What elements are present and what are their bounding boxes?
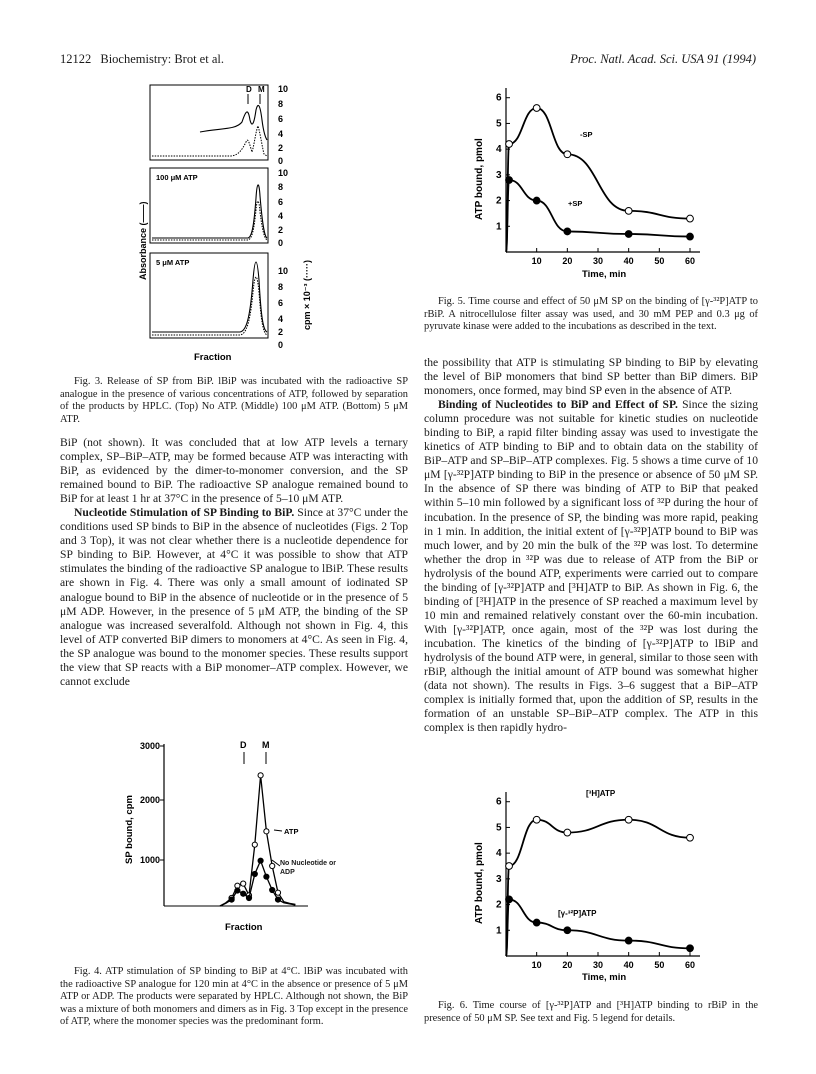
fig4-point-none-6 (246, 895, 251, 900)
fig6-xtick-50: 50 (654, 960, 665, 970)
fig3-top-tick-0: 0 (278, 156, 284, 166)
fig3-caption-text: Release of SP from BiP. lBiP was incubated with the radioactive SP analogue in the presence of various concentrations of ATP, followed by separation of the products by HPLC. (Top) No ATP. (Middle) 100 μM ATP. (Bottom) 5 μM ATP. (60, 376, 408, 425)
fig4-point-none-3 (229, 897, 234, 902)
fig3-caption (60, 376, 408, 426)
fig5-ytick-4: 4 (496, 144, 502, 156)
right-paragraph-2: Since the sizing column procedure was not suitable for kinetic studies on nucleotide binding to BiP, a rapid filter binding assay was used to investigate the kinetics of ATP binding to BiP and to obtain data on the stability of BiP–ATP and SP–BiP–ATP complexes. Fig. 5 shows a time curve of 10 μM [γ-³²P]ATP binding to BiP in the presence or absence of 50 μM SP. In the absence of SP there was binding of ATP to BiP that peaked within 5–10 min followed by a significant loss of ³²P during the hour of incubation. In the presence of SP, the binding was more rapid, peaking in 1 min. In addition, the initial extent of [γ-³²P]ATP bound to BiP was much lower, and by 20 min the bulk of the ³²P was lost. To determine whether the drop in ³²P was due to release of ATP from the BiP or hydrolysis of the bound ATP, experiments were carried out to compare the binding of [γ-³²P]ATP and [³H]ATP to BiP. As shown in Fig. 6, the binding of [³H]ATP in the presence of SP reached a maximum level by 10 min and remained relatively constant over the 60-min incubation. With [γ-³²P]ATP, once again, most of the ³²P was lost during the incubation. The kinetics of the binding of [γ-³²P]ATP to lBiP and hydrolysis of the bound ATP were, in general, similar to those seen with rBiP, although the initial amount of ATP bound was somewhat higher (data not shown). The results in Figs. 3–6 suggest that a BiP–ATP complex is initially formed that, upon the addition of SP, results in the formation of an unstable SP–BiP–ATP complex. The ATP in this complex is then rapidly hydro- (424, 398, 758, 735)
left-column-text (60, 436, 408, 689)
fig3-mid-tick-2: 2 (278, 225, 284, 235)
fig6-xtick-30: 30 (592, 960, 604, 970)
fig3-bot-tick-0: 0 (278, 340, 284, 350)
fig6-point-h3-atp-20 (564, 829, 571, 836)
left-paragraph-1: BiP (not shown). It was concluded that at low ATP levels a ternary complex, SP–BiP–ATP, may be formed because ATP was interacting with BiP, as evidenced by the dimer-to-monomer conversion, and the SP remained bound to BiP. The radioactive SP analogue remained bound to BiP for at least 1 hr at 37°C in the presence of 5–10 μM ATP. (60, 436, 408, 506)
fig6-xtick-20: 20 (562, 960, 573, 970)
right-paragraph-1: the possibility that ATP is stimulating SP binding to BiP by elevating the level of BiP monomers that bind SP better than BiP dimers. BiP monomers, once formed, may bind SP even in the absence of ATP. (424, 356, 758, 398)
fig3-bottom-label: 5 μM ATP (156, 258, 190, 267)
fig5-xtick-40: 40 (623, 256, 634, 266)
fig4-peak-label-m: M (262, 740, 270, 750)
fig6-point-h3-atp-60 (687, 834, 694, 841)
fig3-mid-tick-10: 10 (278, 168, 289, 178)
fig5-point-plus-sp-10 (533, 197, 540, 204)
fig4-point-none-8 (258, 858, 263, 863)
fig6-curve-p32-atp (506, 899, 690, 956)
fig4-point-atp-9 (264, 829, 269, 834)
fig3-mid-tick-4: 4 (278, 211, 284, 221)
fig5-plot-area (506, 105, 694, 252)
fig6-point-p32-atp-20 (564, 927, 571, 934)
fig6-ytick-4: 4 (496, 848, 502, 860)
fig5-point-minus-sp-10 (533, 105, 540, 112)
journal-title-right: Proc. Natl. Acad. Sci. USA 91 (1994) (570, 52, 756, 66)
fig4-point-none-5 (241, 891, 246, 896)
fig3-middle-cpm-trace (152, 201, 267, 240)
fig4-x-label: Fraction (225, 922, 263, 933)
fig4-point-none-4 (235, 888, 240, 893)
fig4-label-atp: ATP (284, 827, 299, 836)
page-number: 12122 (60, 52, 92, 66)
fig3-left-axis-label: Absorbance (——) (138, 201, 148, 280)
fig3-bot-tick-8: 8 (278, 282, 284, 292)
fig6-point-p32-atp-10 (533, 919, 540, 926)
fig6-label-h3-atp: [³H]ATP (586, 789, 616, 798)
fig5-curve-minus-sp (506, 108, 690, 252)
fig5-point-minus-sp-1 (506, 141, 513, 148)
fig4-plot-area (220, 773, 295, 906)
fig5-point-minus-sp-20 (564, 151, 571, 158)
fig3-peak-label-d: D (246, 85, 252, 94)
fig4-point-none-9 (264, 874, 269, 879)
fig3-mid-tick-6: 6 (278, 197, 284, 207)
section-heading-nucleotide-stimulation: Nucleotide Stimulation of SP Binding to BiP. (74, 506, 295, 520)
fig6-ytick-1: 1 (496, 925, 502, 937)
fig5-ytick-6: 6 (496, 92, 502, 104)
fig5-point-plus-sp-20 (564, 228, 571, 235)
fig6-y-label: ATP bound, pmol (474, 842, 485, 924)
figure-4 (120, 734, 350, 936)
fig4-point-none-10 (270, 887, 275, 892)
fig4-point-atp-7 (252, 842, 257, 847)
fig4-caption-head: Fig. 4. (74, 966, 102, 977)
fig5-point-plus-sp-60 (687, 233, 694, 240)
fig3-caption-head: Fig. 3. (74, 376, 103, 387)
fig6-x-label: Time, min (582, 972, 627, 983)
fig6-point-p32-atp-40 (625, 937, 632, 944)
fig3-top-tick-6: 6 (278, 114, 284, 124)
fig4-point-atp-10 (270, 863, 275, 868)
fig5-xtick-30: 30 (592, 256, 604, 266)
fig5-caption-head: Fig. 5. (438, 296, 466, 307)
fig4-leader-atp (274, 830, 282, 831)
fig3-top-tick-4: 4 (278, 129, 284, 139)
fig3-bot-tick-4: 4 (278, 314, 284, 324)
fig5-ytick-1: 1 (496, 221, 502, 233)
fig4-peak-label-d: D (240, 740, 247, 750)
fig6-label-p32-atp: [γ-³²P]ATP (558, 909, 597, 918)
fig4-label-no-nucleotide: No Nucleotide or ADP (280, 860, 337, 876)
fig6-ytick-6: 6 (496, 796, 502, 808)
fig4-point-none-11 (275, 897, 280, 902)
fig5-xtick-50: 50 (654, 256, 665, 266)
fig4-point-none-7 (252, 871, 257, 876)
fig3-bottom-cpm-trace (152, 277, 267, 335)
fig6-ytick-5: 5 (496, 822, 502, 834)
fig5-xtick-10: 10 (531, 256, 542, 266)
fig3-top-tick-8: 8 (278, 99, 284, 109)
fig3-bottom-absorbance-trace (152, 262, 267, 332)
fig5-caption (424, 296, 758, 334)
fig6-point-h3-atp-40 (625, 816, 632, 823)
left-paragraph-2: Since at 37°C under the conditions used SP binds to BiP in the absence of nucleotides (Figs. 2 Top and 3 Top), it was not clear whether there is a nucleotide dependence for SP binding to BiP. However, at 4°C it was possible to show that ATP stimulates the binding of the radioactive SP analogue to lBiP. These results are shown in Fig. 4. There was only a small amount of iodinated SP analogue bound to BiP in the absence of nucleotide or in the presence of 5 μM ADP. However, in the presence of 5 μM ATP, the binding of the SP analogue was increased severalfold. Although not shown in Fig. 4, this level of ATP converted BiP dimers to monomers at 4°C. As seen in Fig. 4, the SP analogue was bound to the monomer species. These results support the view that SP reacts with a BiP monomer–ATP complex. However, we cannot exclude (60, 506, 408, 688)
fig4-caption (60, 966, 408, 1029)
fig4-point-atp-5 (241, 881, 246, 886)
journal-title-left: Biochemistry: Brot et al. (100, 52, 224, 66)
fig5-ytick-2: 2 (496, 195, 502, 207)
figure-5 (470, 80, 710, 280)
fig4-caption-text: ATP stimulation of SP binding to BiP at 4°C. lBiP was incubated with the radioactive SP analogue for 120 min at 4°C in the absence or presence of 5 μM ATP or ADP. The products were separated by HPLC. Although not shown, the BiP was a mixture of both monomers and dimers as in Fig. 3 Top except in the presence of ATP, where the monomer species was the predominant form. (60, 966, 408, 1028)
fig5-ytick-3: 3 (496, 169, 502, 181)
fig3-bot-tick-2: 2 (278, 327, 284, 337)
fig6-point-h3-atp-10 (533, 816, 540, 823)
fig6-point-p32-atp-60 (687, 945, 694, 952)
fig5-point-minus-sp-60 (687, 215, 694, 222)
fig3-bot-tick-6: 6 (278, 298, 284, 308)
fig5-point-plus-sp-40 (625, 231, 632, 238)
fig6-caption-head: Fig. 6. (438, 1000, 468, 1011)
fig5-x-label: Time, min (582, 269, 627, 280)
fig5-label-plus-sp: +SP (568, 199, 583, 208)
fig5-point-plus-sp-1 (506, 177, 513, 184)
fig4-ytick-2000: 2000 (139, 795, 160, 805)
fig3-right-axis-label: cpm × 10⁻³ (·····) (302, 259, 312, 330)
fig6-caption-text: Time course of [γ-³²P]ATP and [³H]ATP binding to rBiP in the presence of 50 μM SP. See text and Fig. 5 legend for details. (424, 1000, 759, 1024)
fig4-curve-atp (220, 775, 295, 906)
fig4-point-atp-11 (275, 890, 280, 895)
fig5-xtick-20: 20 (562, 256, 573, 266)
fig6-ytick-3: 3 (496, 873, 502, 885)
figure-3 (140, 80, 320, 362)
fig5-label-minus-sp: -SP (580, 130, 593, 139)
fig5-point-minus-sp-40 (625, 207, 632, 214)
section-heading-nucleotide-binding: Binding of Nucleotides to BiP and Effect of SP. (438, 398, 678, 412)
fig3-top-tick-10: 10 (278, 84, 289, 94)
fig3-x-label: Fraction (194, 352, 232, 363)
fig5-xtick-60: 60 (684, 256, 696, 266)
right-column-text (424, 356, 758, 735)
fig5-y-label: ATP bound, pmol (474, 138, 485, 220)
fig3-top-tick-2: 2 (278, 143, 284, 153)
fig3-bot-tick-10: 10 (278, 266, 289, 276)
fig3-mid-tick-8: 8 (278, 182, 284, 192)
fig3-top-absorbance-trace (200, 105, 267, 140)
fig4-ytick-1000: 1000 (139, 855, 160, 865)
fig3-middle-absorbance-trace (152, 185, 267, 238)
fig3-middle-label: 100 μM ATP (156, 173, 198, 182)
running-header-left (60, 52, 224, 67)
fig6-point-h3-atp-1 (506, 863, 513, 870)
fig4-y-label: SP bound, cpm (124, 795, 135, 864)
fig6-xtick-60: 60 (684, 960, 696, 970)
fig6-caption (424, 1000, 758, 1025)
fig5-caption-text: Time course and effect of 50 μM SP on the binding of [γ-³²P]ATP to rBiP. A nitrocellulose filter assay was used, and 30 mM PEP and 0.3 μg of pyruvate kinase were added to the incubations as described in the text. (424, 296, 758, 333)
fig6-point-p32-atp-1 (506, 896, 513, 903)
fig3-peak-label-m: M (258, 85, 265, 94)
fig3-mid-tick-0: 0 (278, 238, 284, 248)
figure-6 (470, 784, 710, 984)
fig6-xtick-10: 10 (531, 960, 542, 970)
fig4-ytick-3000: 3000 (139, 741, 160, 751)
fig6-xtick-40: 40 (623, 960, 634, 970)
fig6-plot-area (506, 816, 694, 956)
fig5-ytick-5: 5 (496, 118, 502, 130)
fig6-ytick-2: 2 (496, 899, 502, 911)
fig4-point-atp-8 (258, 773, 263, 778)
